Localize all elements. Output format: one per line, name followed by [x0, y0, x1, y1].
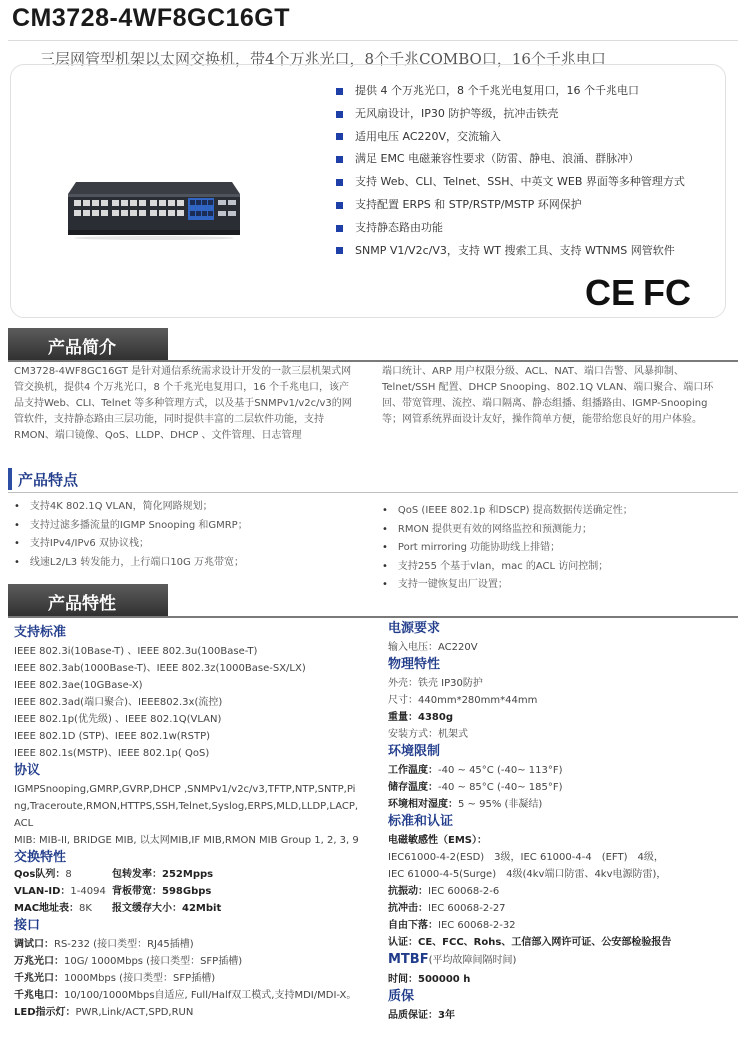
cert-row: IEC61000-4-2(ESD) 3级，IEC 61000-4-4 (EFT) 4级，	[388, 852, 664, 863]
points-list-left	[14, 498, 248, 572]
standard-line: IEEE 802.3i(10Base-T) 、IEEE 802.3u(100Base-T)	[14, 646, 258, 657]
interface-row: 万兆光口：10G/ 1000Mbps (接口类型：SFP插槽)	[14, 956, 243, 967]
physical-row: 重量：4380g	[388, 712, 453, 723]
standard-line: IEEE 802.3ad(端口聚合)、IEEE802.3x(流控)	[14, 697, 223, 708]
ce-fcc-marks	[585, 272, 700, 312]
protocol-text: IGMPSnooping,GMRP,GVRP,DHCP ,SNMPv1/v2c/v3,TFTP,NTP,SNTP,Ping,Traceroute,RMON,HTTPS,SSH,Telnet,Syslog,ERPS,MLD,LLDP,LACP,ACL	[14, 784, 359, 829]
list-item: • 线速L2/L3 转发能力，上行端口10G 万兆带宽；	[14, 554, 248, 573]
section-points-header	[8, 465, 738, 493]
feature-item: 支持 Web、CLI、Telnet、SSH、中英文 WEB 界面等多种管理方式	[336, 171, 716, 194]
env-row: 工作温度：-40 ~ 45°C (-40~ 113°F)	[388, 765, 563, 776]
cert-row: 抗振动：IEC 60068-2-6	[388, 886, 500, 897]
env-row: 储存温度：-40 ~ 85°C (-40~ 185°F)	[388, 782, 563, 793]
interface-row: 调试口：RS-232 (接口类型：RJ45插槽)	[14, 939, 194, 950]
standard-line: IEEE 802.3ab(1000Base-T)、IEEE 802.3z(1000Base-SX/LX)	[14, 663, 306, 674]
standard-line: IEEE 802.1s(MSTP)、IEEE 802.1p( QoS)	[14, 748, 210, 759]
section-intro-header	[8, 328, 168, 362]
cert-row: 自由下落：IEC 60068-2-32	[388, 920, 516, 931]
standard-line: IEEE 802.1D (STP)、IEEE 802.1w(RSTP)	[14, 731, 211, 742]
switching-table	[14, 866, 364, 1021]
feature-item: 提供 4 个万兆光口，8 个千兆光电复用口，16 个千兆电口	[336, 80, 716, 103]
mtbf-heading: MTBF(平均故障间隔时间)	[388, 952, 517, 967]
cert-row: IEC 61000-4-5(Surge) 4级(4kv端口防雷、4kv电源防雷)，	[388, 869, 667, 880]
interface-row: 千兆电口：10/100/1000Mbps自适应, Full/Half双工模式,支持MDI/MDI-X。	[14, 990, 357, 1001]
feature-item: 适用电压 AC220V，交流输入	[336, 126, 716, 149]
specs-right-column	[388, 620, 728, 1024]
section-specs-header	[8, 584, 168, 618]
header-divider	[8, 40, 738, 41]
section-points-title: 产品特点	[18, 470, 79, 489]
switching-heading: 交换特性	[14, 850, 67, 865]
physical-row: 安装方式：机架式	[388, 729, 468, 740]
cert-row: 认证：CE、FCC、Rohs、工信部入网许可证、公安部检验报告	[388, 937, 672, 948]
ce-mark-icon: CE	[585, 272, 636, 312]
square-bullet-icon	[336, 111, 343, 118]
switching-row: Qos队列：8 包转发率：252Mpps	[14, 869, 214, 880]
fcc-mark-icon: FC	[643, 272, 691, 312]
section-specs-title: 产品特性	[8, 584, 168, 618]
interface-row: 千兆光口：1000Mbps (接口类型：SFP插槽)	[14, 973, 216, 984]
square-bullet-icon	[336, 133, 343, 140]
environment-heading: 环境限制	[388, 744, 441, 759]
physical-row: 尺寸：440mm*280mm*44mm	[388, 695, 538, 706]
standard-line: IEEE 802.3ae(10GBase-X)	[14, 680, 143, 691]
interface-row: LED指示灯：PWR,Link/ACT,SPD,RUN	[14, 1007, 194, 1018]
list-item: • 支持过滤多播流量的IGMP Snooping 和GMRP；	[14, 517, 248, 536]
square-bullet-icon	[336, 225, 343, 232]
feature-item: 满足 EMC 电磁兼容性要求（防雷、静电、浪涌、群脉冲）	[336, 148, 716, 171]
square-bullet-icon	[336, 247, 343, 254]
env-row: 环境相对湿度：5 ~ 95% (非凝结)	[388, 799, 543, 810]
feature-item: 无风扇设计，IP30 防护等级，抗冲击铁壳	[336, 103, 716, 126]
list-item: • Port mirroring 功能协助线上排错；	[382, 539, 633, 558]
protocol-heading: 协议	[14, 763, 41, 778]
power-heading: 电源要求	[388, 621, 441, 636]
specs-left-column	[14, 624, 364, 868]
square-bullet-icon	[336, 179, 343, 186]
certification-heading: 标准和认证	[388, 814, 454, 829]
power-row: 输入电压：AC220V	[388, 642, 478, 653]
square-bullet-icon	[336, 202, 343, 209]
list-item: • 支持4K 802.1Q VLAN，简化网路规划；	[14, 498, 248, 517]
list-item: • 支持255 个基于vlan，mac 的ACL 访问控制；	[382, 558, 633, 577]
section-intro-title: 产品简介	[8, 328, 168, 362]
switching-row: MAC地址表：8K 报文缓存大小：42Mbit	[14, 903, 222, 914]
physical-row: 外壳：铁壳 IP30防护	[388, 678, 483, 689]
square-bullet-icon	[336, 156, 343, 163]
square-bullet-icon	[336, 88, 343, 95]
switching-row: VLAN-ID：1-4094 背板带宽：598Gbps	[14, 886, 212, 897]
warranty-row: 品质保证：3年	[388, 1010, 455, 1021]
switch-device-image	[66, 180, 242, 240]
list-item: • QoS (IEEE 802.1p 和DSCP) 提高数据传送确定性；	[382, 502, 633, 521]
feature-item: SNMP V1/V2c/V3，支持 WT 搜索工具、支持 WTNMS 网管软件	[336, 240, 716, 263]
list-item: • 支持一键恢复出厂设置；	[382, 576, 633, 595]
feature-item: 支持配置 ERPS 和 STP/RSTP/MSTP 环网保护	[336, 194, 716, 217]
standards-heading: 支持标准	[14, 625, 67, 640]
intro-text-left: CM3728-4WF8GC16GT 是针对通信系统需求设计开发的一款三层机架式网管交换机，提供4 个万兆光口，8 个千兆光电复用口，16 个千兆电口，该产品支持Web、CLI、Telnet 等多种管理方式，以及基于SNMPv1/v2c/v3的网管软件，支持静态路由三层功能，同时提供丰富的二层软件功能，支持RMON、端口镜像、QoS、LLDP、DHCP 、文件管理、日志管理	[14, 366, 352, 441]
intro-text-right: 端口统计、ARP 用户权限分级、ACL、NAT、端口告警、风暴抑制、Telnet/SSH 配置、DHCP Snooping、802.1Q VLAN、端口聚合、端口环回、带宽管理、流控、端口隔离、静态组播、组播路由、IGMP-Snooping 等；网管系统界面设计友好，操作简单方便，能带给您良好的用户体验。	[382, 366, 714, 425]
mtbf-row: 时间：500000 h	[388, 974, 471, 985]
warranty-heading: 质保	[388, 989, 415, 1004]
list-item: • 支持IPv4/IPv6 双协议栈；	[14, 535, 248, 554]
feature-list	[336, 80, 716, 262]
cert-row: 抗冲击：IEC 60068-2-27	[388, 903, 506, 914]
list-item: • RMON 提供更有效的网络监控和预测能力；	[382, 521, 633, 540]
physical-heading: 物理特性	[388, 657, 441, 672]
mib-text: MIB: MIB-II, BRIDGE MIB, 以太网MIB,IF MIB,RMON MIB Group 1, 2, 3, 9	[14, 835, 359, 846]
section-accent-bar	[8, 468, 12, 490]
interface-heading: 接口	[14, 918, 41, 933]
points-list-right	[382, 502, 633, 595]
product-subtitle: 三层网管型机架以太网交换机，带4个万兆光口，8个千兆COMBO口，16个千兆电口	[40, 50, 606, 68]
standard-line: IEEE 802.1p(优先级) 、IEEE 802.1Q(VLAN)	[14, 714, 222, 725]
product-model-title: CM3728-4WF8GC16GT	[12, 4, 291, 32]
feature-item: 支持静态路由功能	[336, 217, 716, 240]
cert-row: 电磁敏感性（EMS）：	[388, 835, 487, 846]
